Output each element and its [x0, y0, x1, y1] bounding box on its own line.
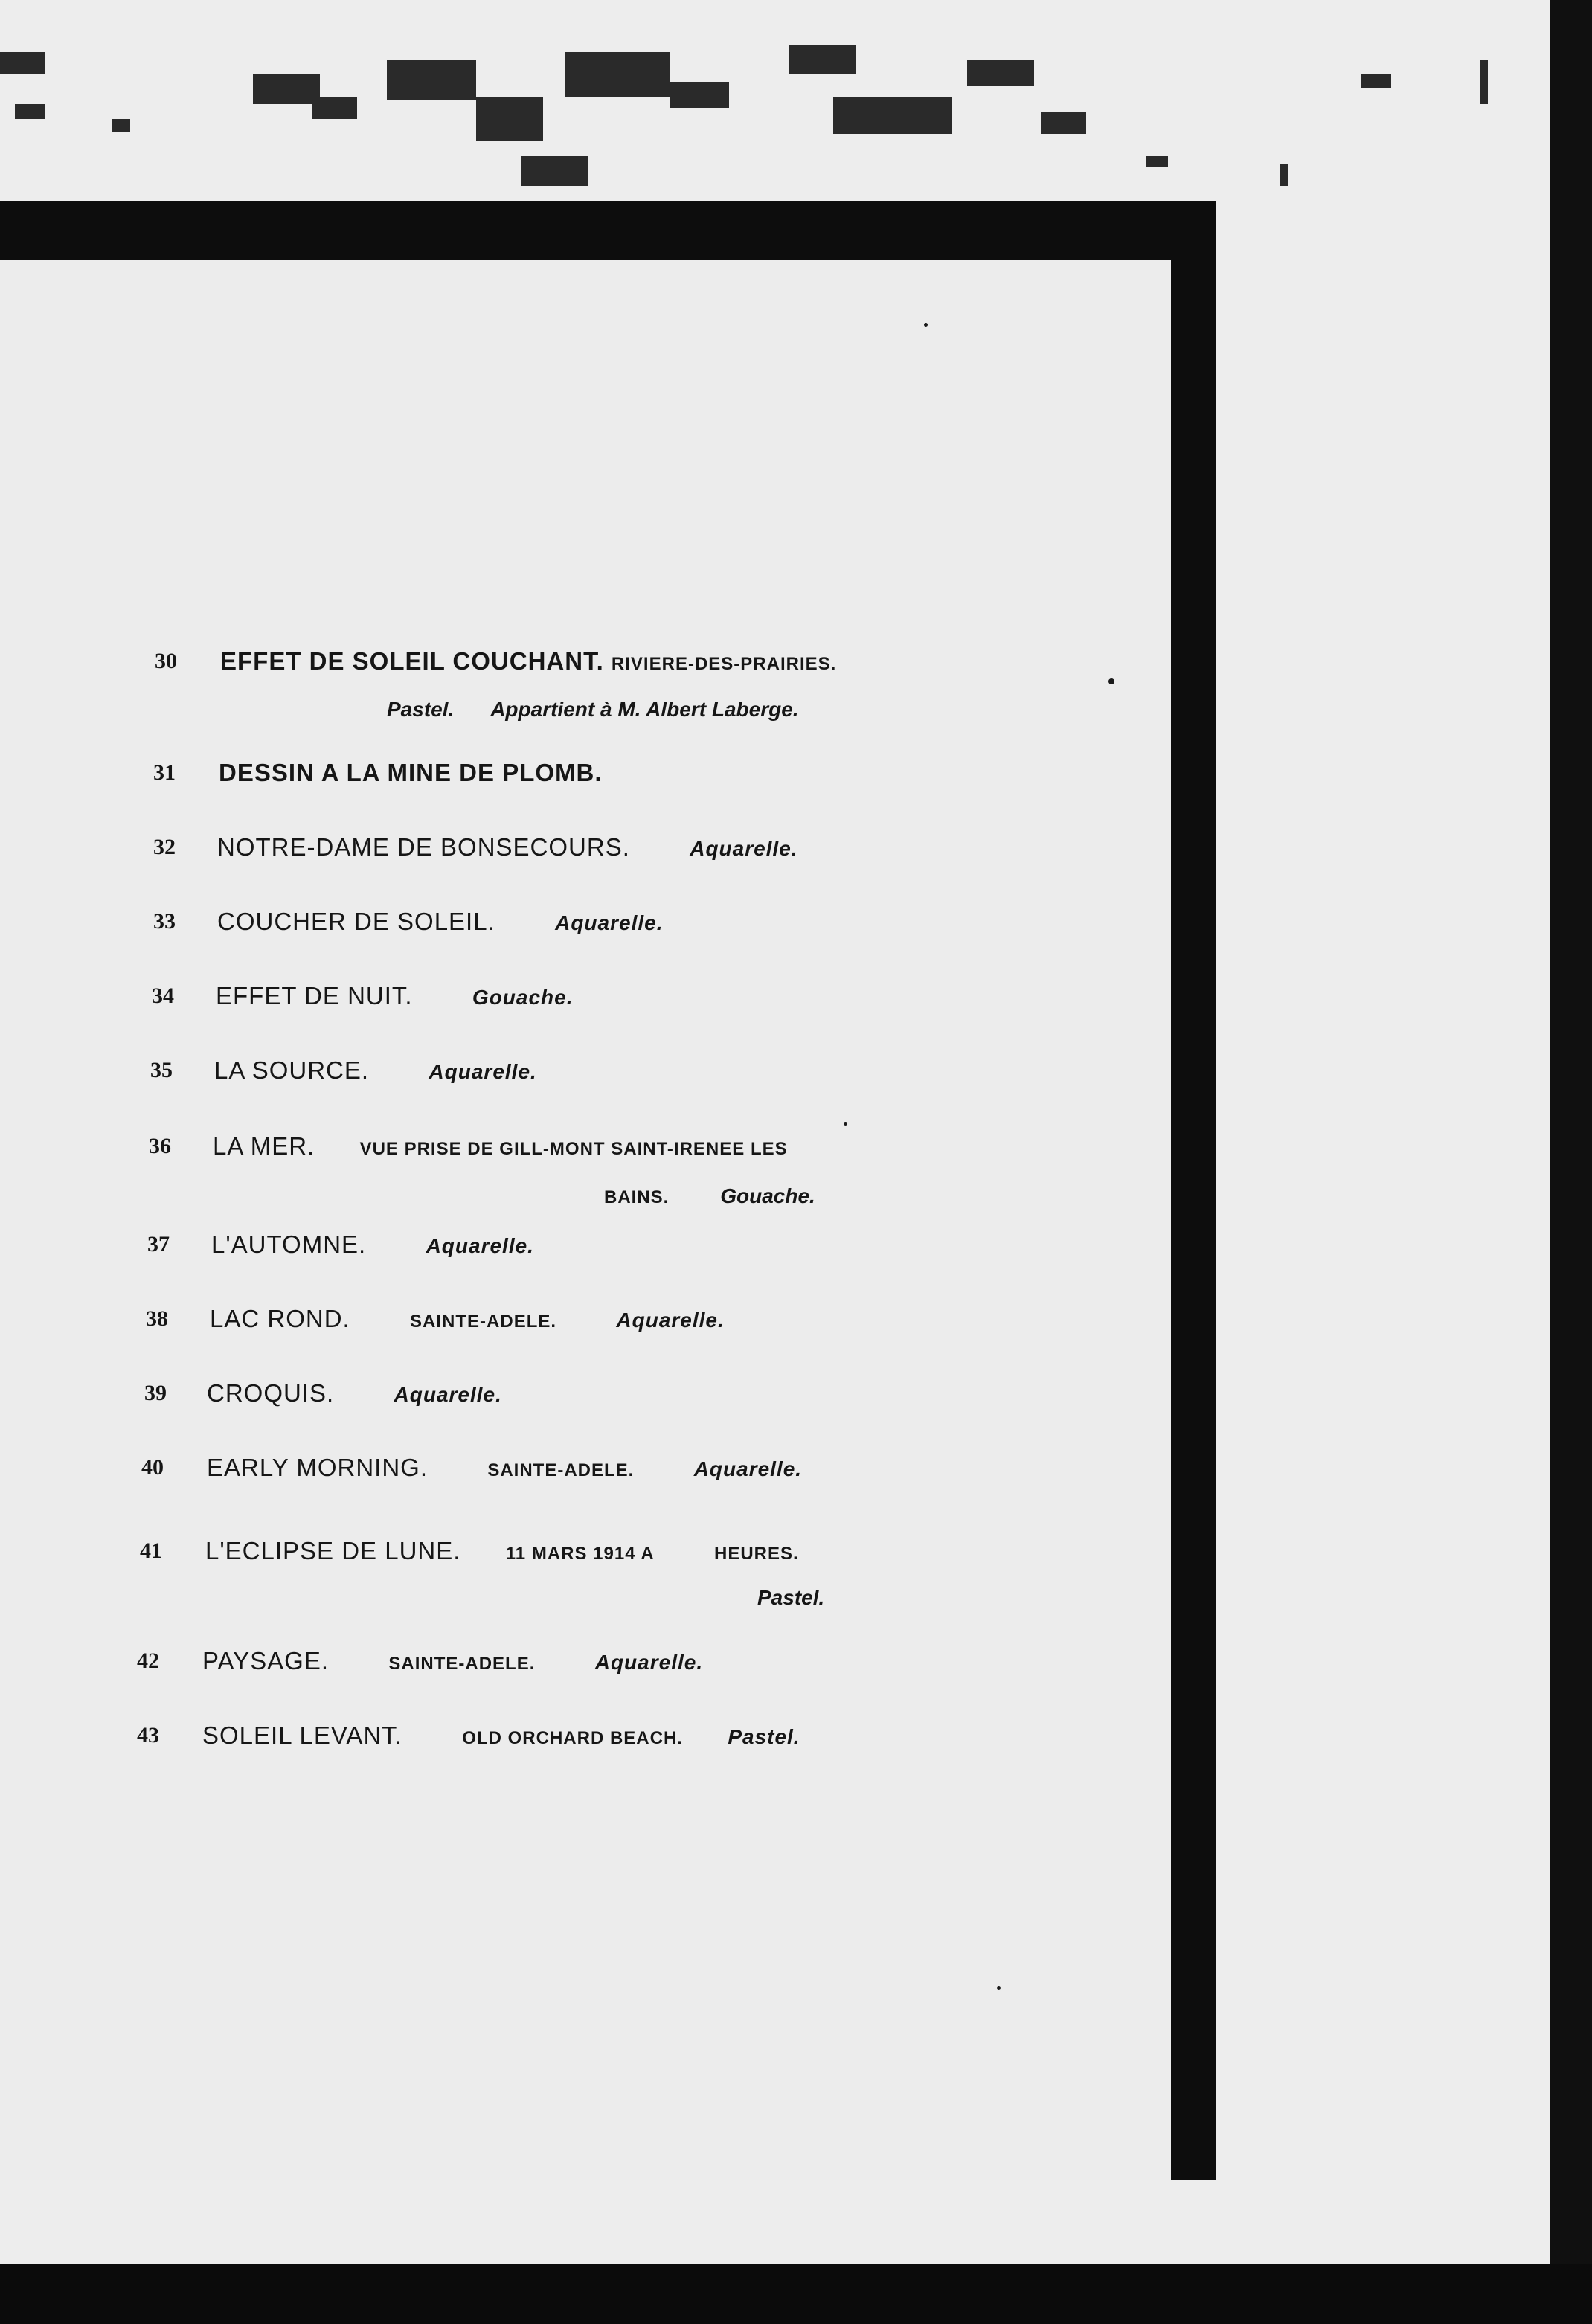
scan-right-edge — [1550, 0, 1592, 2324]
entry-title — [202, 1721, 800, 1750]
entry-date-tail: HEURES. — [714, 1544, 799, 1564]
entry-number: 38 — [146, 1306, 168, 1331]
entry-title — [217, 908, 663, 936]
entry-location: OLD ORCHARD BEACH. — [462, 1728, 683, 1748]
entry-title — [216, 982, 574, 1010]
entry-title — [211, 1230, 534, 1259]
entry-title-text: SOLEIL LEVANT. — [202, 1721, 402, 1749]
entry-title-text: L'ECLIPSE DE LUNE. — [205, 1537, 461, 1564]
entry-number: 40 — [141, 1455, 164, 1480]
entry-number: 31 — [153, 760, 176, 785]
entry-medium: Gouache. — [472, 986, 574, 1009]
entry-location: SAINTE-ADELE. — [410, 1312, 557, 1332]
entry-title-text: EFFET DE SOLEIL COUCHANT. — [220, 647, 604, 675]
entry-medium: Aquarelle. — [693, 1457, 803, 1480]
entry-title-text: COUCHER DE SOLEIL. — [217, 908, 495, 935]
entry-location: SAINTE-ADELE. — [487, 1460, 635, 1480]
entry-number: 42 — [137, 1649, 159, 1673]
entry-medium: Pastel. — [757, 1586, 825, 1609]
entry-second-line — [387, 698, 799, 722]
entry-location-continued: BAINS. — [604, 1187, 670, 1207]
entry-title-text: NOTRE-DAME DE BONSECOURS. — [217, 833, 630, 861]
entry-number: 43 — [137, 1723, 159, 1747]
entry-title — [205, 1537, 799, 1565]
entry-number: 34 — [152, 983, 174, 1008]
scan-bottom-edge — [0, 2264, 1592, 2324]
entry-medium: Pastel. — [728, 1725, 800, 1748]
entry-medium: Gouache. — [720, 1184, 815, 1207]
entry-medium: Aquarelle. — [616, 1309, 725, 1332]
inner-page — [0, 260, 1171, 2180]
entry-number: 39 — [144, 1381, 167, 1405]
speck — [997, 1986, 1001, 1990]
entry-title-text: LA MER. — [213, 1132, 315, 1160]
entry-title-text: L'AUTOMNE. — [211, 1230, 367, 1258]
entry-medium: Aquarelle. — [426, 1234, 534, 1257]
entry-medium: Aquarelle. — [555, 911, 664, 934]
entry-location: SAINTE-ADELE. — [388, 1654, 536, 1674]
entry-second-line — [604, 1184, 815, 1208]
entry-number: 35 — [150, 1058, 173, 1082]
entry-medium: Pastel. — [387, 698, 455, 721]
entry-number: 33 — [153, 909, 176, 934]
entry-medium: Aquarelle. — [690, 837, 798, 860]
speck — [844, 1122, 847, 1126]
entry-title — [213, 1132, 788, 1161]
entry-medium: Aquarelle. — [594, 1651, 704, 1674]
entry-medium: Aquarelle. — [429, 1060, 537, 1083]
entry-medium: Aquarelle. — [394, 1383, 502, 1406]
entry-ownership-note: Appartient à M. Albert Laberge. — [490, 698, 799, 721]
scan-noise-strip — [0, 30, 1488, 201]
entry-location: RIVIERE-DES-PRAIRIES. — [611, 654, 837, 674]
entry-number: 41 — [140, 1538, 162, 1563]
entry-title-text: PAYSAGE. — [202, 1647, 330, 1675]
entry-title-text: CROQUIS. — [207, 1379, 335, 1407]
speck — [924, 323, 928, 327]
entry-title: DESSIN A LA MINE DE PLOMB. — [219, 759, 603, 786]
entry-title — [207, 1454, 802, 1482]
entry-title-text: LAC ROND. — [210, 1305, 350, 1332]
entry-second-line — [757, 1586, 824, 1610]
entry-title — [210, 1305, 725, 1333]
entry-title — [214, 1056, 537, 1085]
entry-number: 32 — [153, 835, 176, 859]
entry-title-text: LA SOURCE. — [214, 1056, 370, 1084]
entry-date: 11 MARS 1914 A — [505, 1544, 655, 1564]
entry-title-text: EARLY MORNING. — [207, 1454, 428, 1481]
entry-title — [202, 1647, 703, 1675]
entry-title — [217, 833, 798, 861]
entry-title — [220, 647, 836, 675]
entry-number: 37 — [147, 1232, 170, 1256]
entry-title — [207, 1379, 502, 1407]
entry-number: 30 — [155, 649, 177, 673]
entry-title-text: EFFET DE NUIT. — [216, 982, 413, 1009]
entry-location: VUE PRISE DE GILL-MONT SAINT-IRENEE LES — [359, 1139, 788, 1159]
speck — [1108, 678, 1114, 684]
entry-number: 36 — [149, 1134, 171, 1158]
